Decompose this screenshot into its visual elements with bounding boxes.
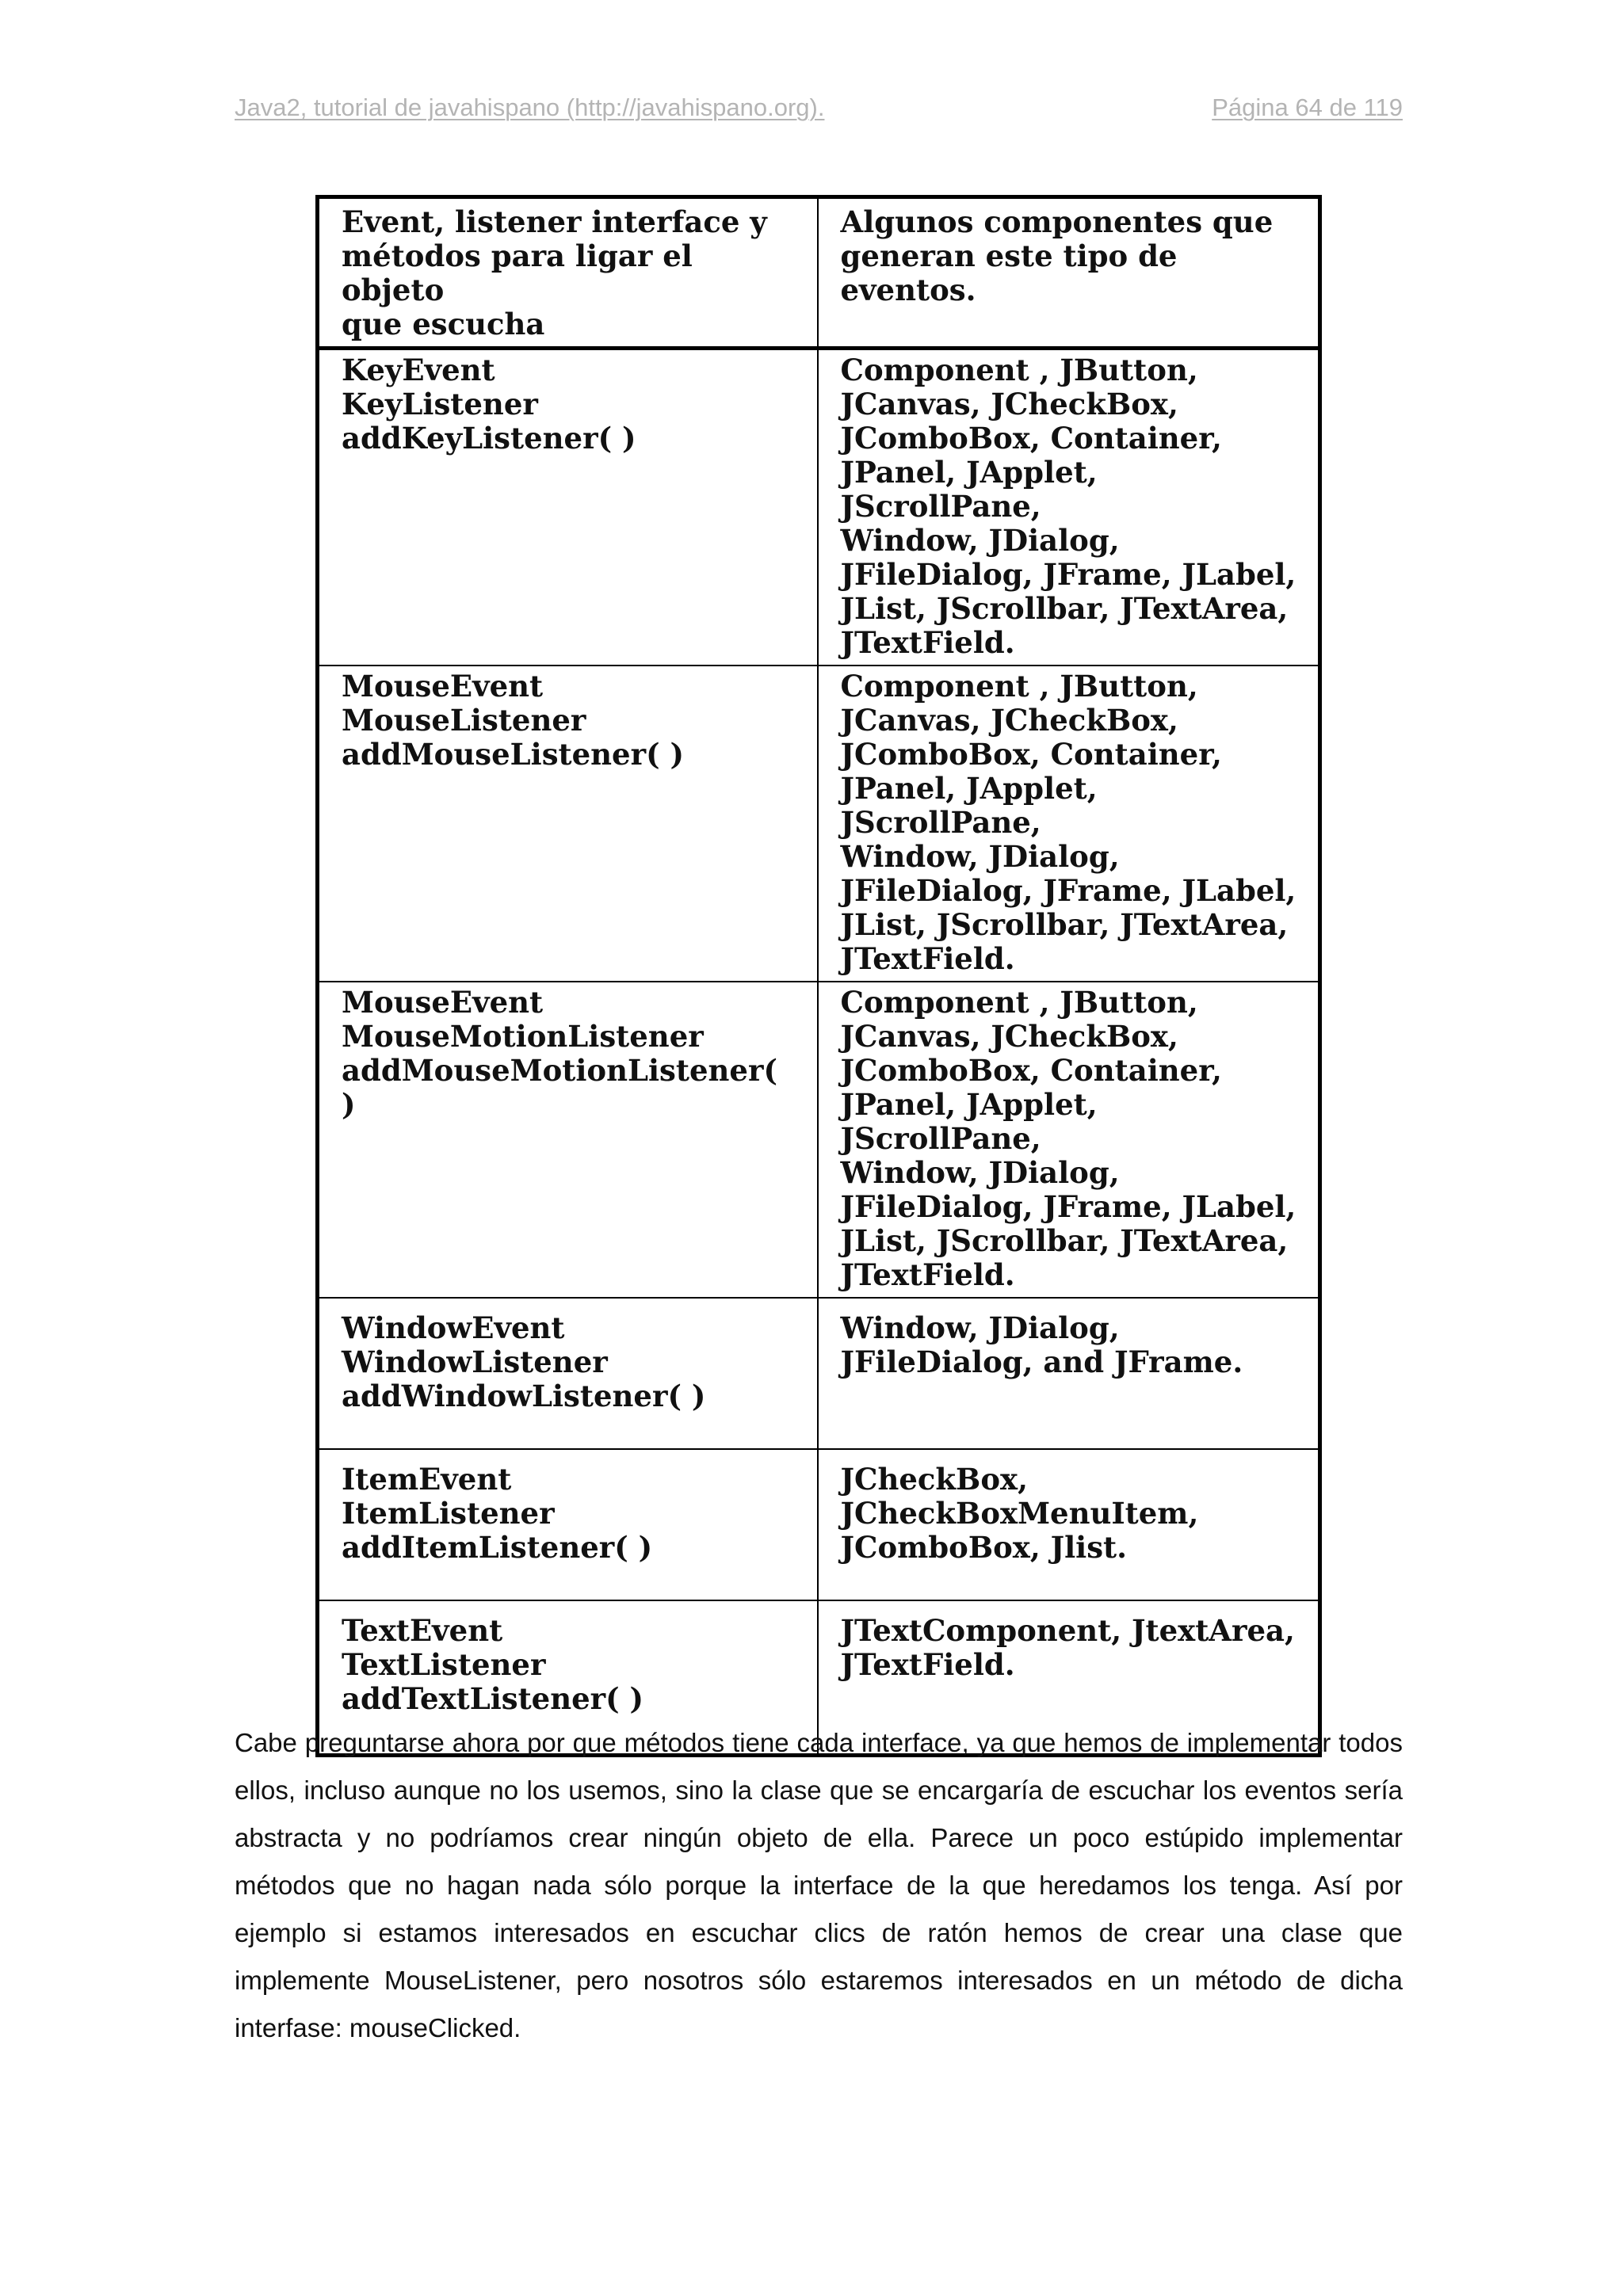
event-cell: MouseEvent MouseListener addMouseListener( )	[318, 666, 818, 982]
table-row	[318, 666, 1320, 982]
event-cell: WindowEvent WindowListener addWindowListener( )	[318, 1298, 818, 1449]
event-cell: TextEvent TextListener addTextListener( )	[318, 1600, 818, 1756]
components-cell: Window, JDialog, JFileDialog, and JFrame.	[818, 1298, 1320, 1449]
table-row	[318, 1298, 1320, 1449]
components-cell: Component , JButton, JCanvas, JCheckBox, JComboBox, Container, JPanel, JApplet, JScrollPane, Window, JDialog, JFileDialog, JFrame, JLabel, JList, JScrollbar, JTextArea, JTextField.	[818, 349, 1320, 666]
header-cell-event: Event, listener interface y métodos para ligar el objeto que escucha	[318, 197, 818, 349]
table-header-row	[318, 197, 1320, 349]
body-paragraph: Cabe preguntarse ahora por que métodos tiene cada interface, ya que hemos de implementar todos ellos, incluso aunque no los usemos, sino la clase que se encargaría de escuchar los eventos sería abstracta y no podríamos crear ningún objeto de ella. Parece un poco estúpido implementar métodos que no hagan nada sólo porque la interface de la que heredamos los tenga. Así por ejemplo si estamos interesados en escuchar clics de ratón hemos de crear una clase que implemente MouseListener, pero nosotros sólo estaremos interesados en un método de dicha interfase: mouseClicked.	[235, 1728, 1403, 2042]
header-cell-components: Algunos componentes que generan este tipo de eventos.	[818, 197, 1320, 349]
table-row	[318, 982, 1320, 1298]
components-cell: JCheckBox, JCheckBoxMenuItem, JComboBox, Jlist.	[818, 1449, 1320, 1600]
page-header	[235, 93, 1403, 132]
event-listener-table	[315, 195, 1322, 1757]
event-cell: KeyEvent KeyListener addKeyListener( )	[318, 349, 818, 666]
components-cell: Component , JButton, JCanvas, JCheckBox, JComboBox, Container, JPanel, JApplet, JScrollPane, Window, JDialog, JFileDialog, JFrame, JLabel, JList, JScrollbar, JTextArea, JTextField.	[818, 982, 1320, 1298]
event-cell: ItemEvent ItemListener addItemListener( )	[318, 1449, 818, 1600]
event-cell: MouseEvent MouseMotionListener addMouseMotionListener( )	[318, 982, 818, 1298]
table-row	[318, 349, 1320, 666]
header-title-link[interactable]: Java2, tutorial de javahispano (http://javahispano.org).	[235, 93, 825, 121]
table-row	[318, 1449, 1320, 1600]
components-cell: JTextComponent, JtextArea, JTextField.	[818, 1600, 1320, 1756]
page-number: Página 64 de 119	[1212, 93, 1403, 121]
components-cell: Component , JButton, JCanvas, JCheckBox, JComboBox, Container, JPanel, JApplet, JScrollPane, Window, JDialog, JFileDialog, JFrame, JLabel, JList, JScrollbar, JTextArea, JTextField.	[818, 666, 1320, 982]
